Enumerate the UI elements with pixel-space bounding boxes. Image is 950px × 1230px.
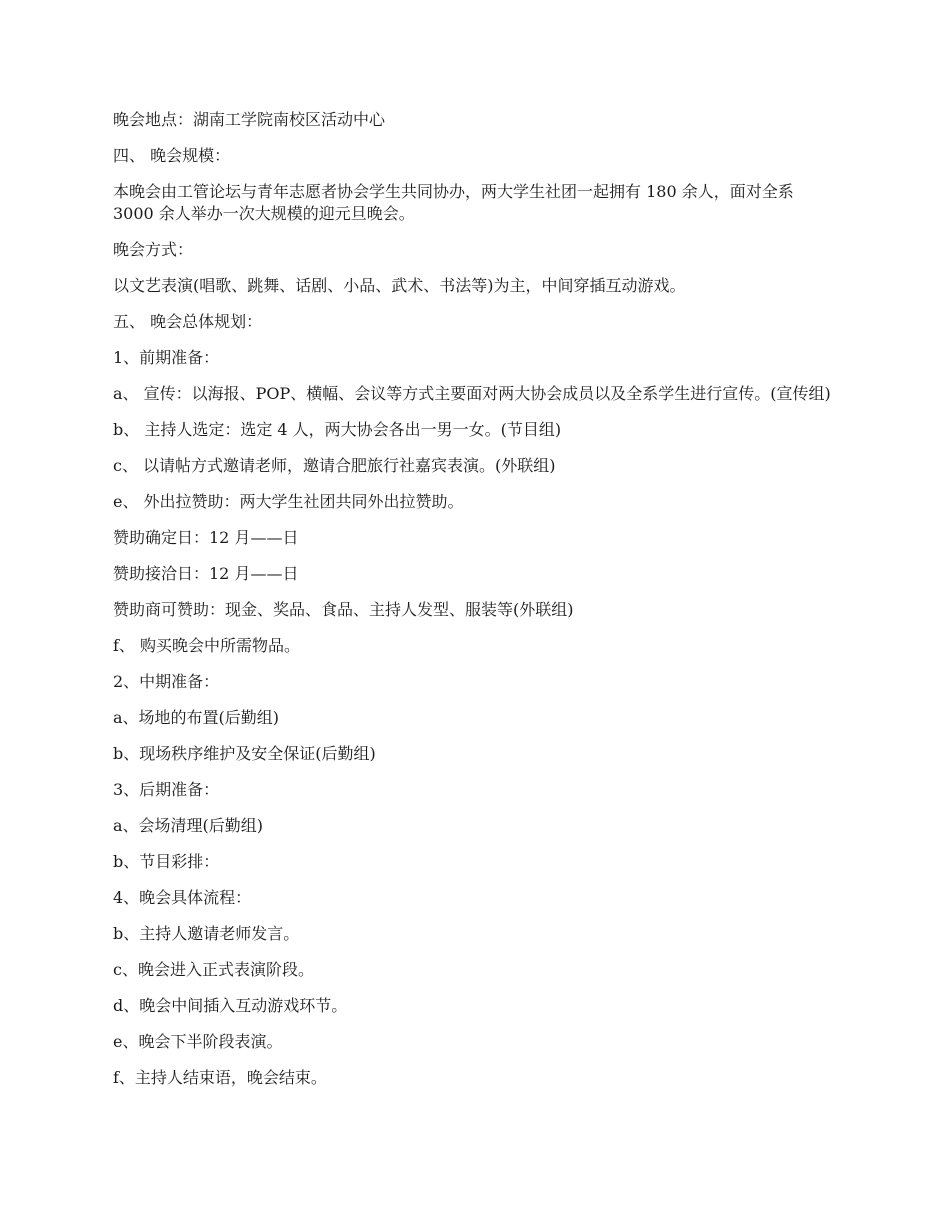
list-item-formal-performance: c、晚会进入正式表演阶段。 (113, 960, 314, 979)
heading-early-prep: 1、前期准备： (113, 348, 220, 367)
paragraph-scale: 本晚会由工管论坛与青年志愿者协会学生共同协办，两大学生社团一起拥有 180 余人，面对全系 3000 余人举办一次大规模的迎元旦晚会。 (113, 182, 794, 223)
paragraph-format: 以文艺表演(唱歌、跳舞、话剧、小品、武术、书法等)为主，中间穿插互动游戏。 (113, 276, 686, 295)
list-item-purchase: f、 购买晚会中所需物品。 (113, 636, 301, 655)
heading-late-prep: 3、后期准备： (113, 780, 220, 799)
sponsor-confirm-date: 赞助确定日：12 月——日 (113, 528, 299, 547)
heading-format: 晚会方式： (113, 240, 194, 259)
list-item-teacher-speech: b、主持人邀请老师发言。 (113, 924, 300, 943)
paragraph-venue: 晚会地点：湖南工学院南校区活动中心 (113, 110, 386, 129)
document-body (113, 109, 833, 1103)
list-item-security: b、现场秩序维护及安全保证(后勤组) (113, 744, 376, 763)
heading-mid-prep: 2、中期准备： (113, 672, 220, 691)
list-item-sponsorship: e、 外出拉赞助：两大学生社团共同外出拉赞助。 (113, 492, 464, 511)
list-item-rehearsal: b、节目彩排： (113, 852, 220, 871)
list-item-publicity: a、 宣传：以海报、POP、横幅、会议等方式主要面对两大协会成员以及全系学生进行宣传。(宣传组) (113, 384, 831, 403)
list-item-invitations: c、 以请帖方式邀请老师，邀请合肥旅行社嘉宾表演。(外联组) (113, 456, 556, 475)
sponsor-items: 赞助商可赞助：现金、奖品、食品、主持人发型、服装等(外联组) (113, 600, 574, 619)
list-item-venue-setup: a、场地的布置(后勤组) (113, 708, 280, 727)
list-item-host-selection: b、 主持人选定：选定 4 人，两大协会各出一男一女。(节目组) (113, 420, 562, 439)
list-item-closing: f、主持人结束语，晚会结束。 (113, 1068, 327, 1087)
heading-program-flow: 4、晚会具体流程： (113, 888, 252, 907)
heading-overall-plan: 五、 晚会总体规划： (113, 312, 263, 331)
heading-scale: 四、 晚会规模： (113, 146, 231, 165)
list-item-cleanup: a、会场清理(后勤组) (113, 816, 264, 835)
sponsor-contact-date: 赞助接洽日：12 月——日 (113, 564, 299, 583)
list-item-second-half: e、晚会下半阶段表演。 (113, 1032, 283, 1051)
list-item-interactive-games: d、晚会中间插入互动游戏环节。 (113, 996, 348, 1015)
